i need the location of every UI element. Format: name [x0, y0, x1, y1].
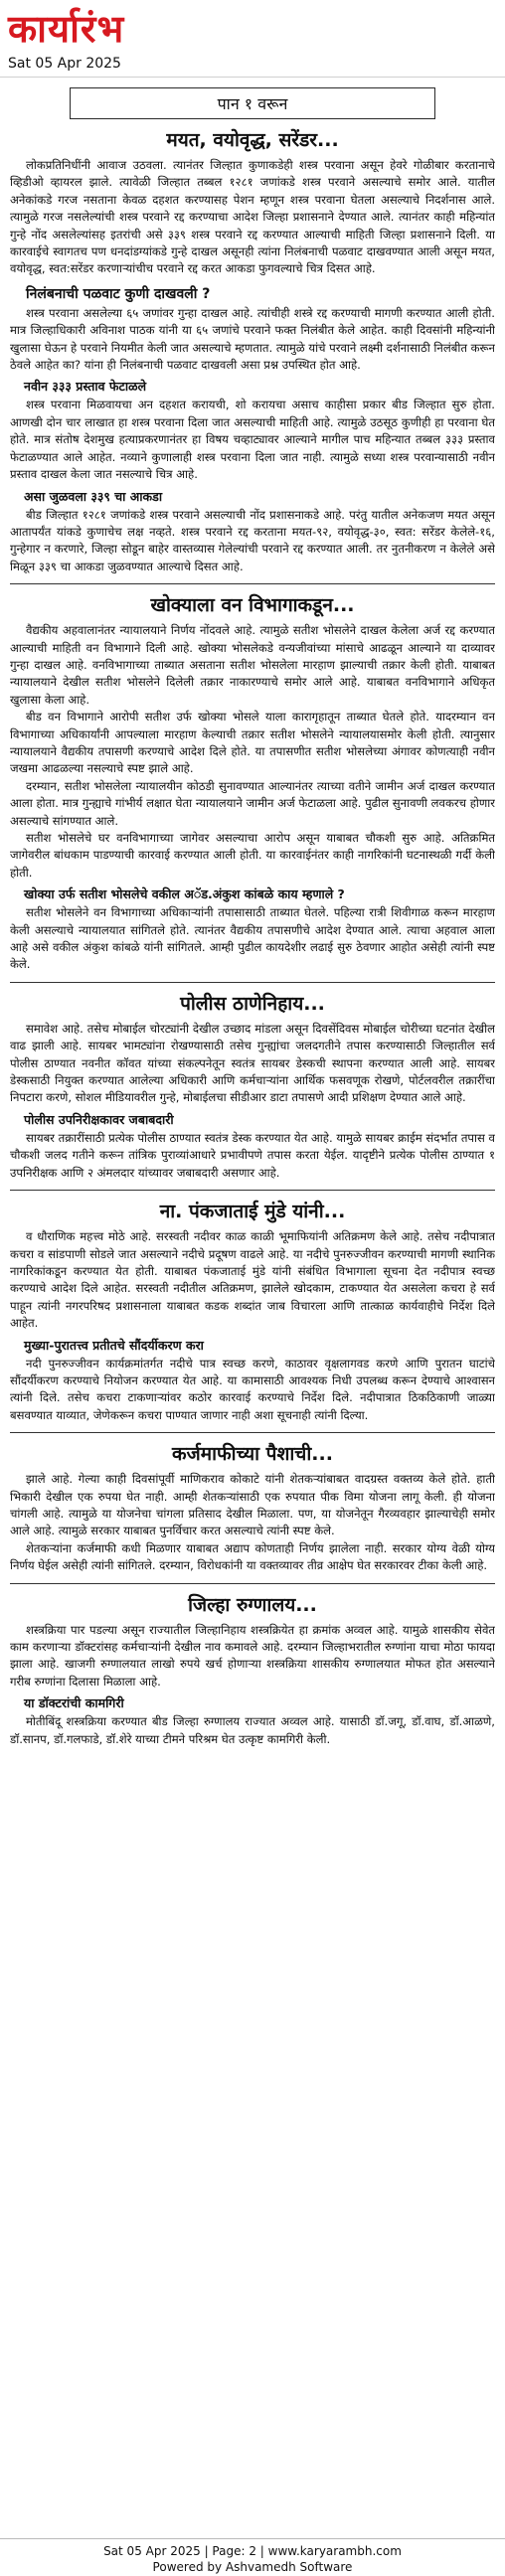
article-paragraph: मोतीबिंदू शस्त्रक्रिया करण्यात बीड जिल्हा रुग्णालय राज्यात अव्वल आहे. यासाठी डॉ.जगू, डॉ.वाघ, डॉ.आळणे, डॉ.सानप, डॉ.गलफाडे, डॉ.शेरे याच्या टीमने परिश्रम घेत उत्कृष्ट कामगिरी केली.	[10, 1714, 495, 1746]
sub-heading: असा जुळवला ३३९ चा आकडा	[24, 488, 163, 504]
article-block-2	[0, 592, 505, 974]
article-paragraph: समावेश आहे. तसेच मोबाईल चोरट्यांनी देखील उच्छाद मांडला असून दिवसेंदिवस मोबाईल चोरीच्या घटनांत देखील वाढ झाली आहे. सायबर भामट्यांना रोखण्यासाठी तसेच गुन्ह्यांचा जलदगतीने तपास करण्यासाठी जिल्हातील सर्व पोलीस ठाण्यात नवनीत कॉवत यांच्या संकल्पनेतून स्वतंत्र सायबर डेस्कची स्थापना करण्यात आली आहे. सायबर डेस्कसाठी नियुक्त करण्यात आलेल्या अधिकारी आणि कर्मचाऱ्यांना आर्थिक फसवणूक रोखणे, पोर्टलवरील तक्रारींचा निपटारा करणे, सोशल मीडियावरील गुन्हे, मोबाईलचा सीडीआर डाटा तपासणे आदी प्रशिक्षण देण्यात आले आहे.	[10, 1021, 495, 1105]
article-paragraph: शेतकऱ्यांना कर्जमाफी कधी मिळणार याबाबत अद्याप कोणताही निर्णय झालेला नाही. सरकार योग्य वेळी योग्य निर्णय घेईल असेही त्यांनी सांगितले. दरम्यान, विरोधकांनी या वक्तव्यावर तीव्र आक्षेप घेत सरकारवर टीका केली आहे.	[10, 1540, 495, 1573]
sub-heading: नवीन ३३३ प्रस्ताव फेटाळले	[24, 379, 147, 395]
brand-logo[interactable]: कार्यारंभ	[8, 7, 125, 51]
article-paragraph: सतीश भोसलेचे घर वनविभागाच्या जागेवर असल्याचा आरोप असून याबाबत चौकशी सुरु आहे. अतिक्रमित जागेवरील बांधकाम पाडण्याची कारवाई करण्यात आली होती. या कारवाईनंतर काही नागरिकांनी घटनास्थळी गर्दी केली होती.	[10, 831, 495, 880]
article-paragraph: शस्त्र परवाना मिळवायचा अन दहशत करायची, शो करायचा असाच काहीसा प्रकार बीड जिल्हात सुरु होता. आणखी दोन चार लाखात हा शस्त्र परवाना दिला जात असल्याची माहिती आहे. त्यामुळे उठसूठ कुणीही हा परवाना घेत होते. मात्र संतोष देशमुख हत्याप्रकरणानंतर हा विषय चव्हाट्यावर आल्याने मागील पाच महिन्यात तब्बल ३३३ प्रस्ताव फेटाळण्यात आले आहेत. नव्याने कुणालाही शस्त्र परवाना दिला जात नाही. त्यामुळे सध्या शस्त्र परवान्यासाठी नवीन प्रस्ताव दाखल केला जात नसल्याचे चित्र आहे.	[10, 398, 495, 482]
section-divider	[10, 1583, 495, 1584]
section-divider	[10, 583, 495, 584]
article-paragraph: दरम्यान, सतीश भोसलेला न्यायालयीन कोठडी सुनावण्यात आल्यानंतर त्याच्या वतीने जामीन अर्ज दाखल करण्यात आला होता. मात्र गुन्ह्याचे गांभीर्य लक्षात घेता न्यायालयाने जामीन अर्ज फेटाळला आहे. पुढील सुनावणी लवकरच होणार असल्याचे सांगण्यात आले.	[10, 778, 495, 828]
article-block-1	[0, 127, 505, 575]
article-heading: मयत, वयोवृद्ध, सरेंडर...	[166, 129, 339, 151]
article-paragraph: बीड वन विभागाने आरोपी सतीश उर्फ खोक्या भोसले याला कारागृहातून ताब्यात घेतले होते. यादरम्यान वन विभागाच्या अधिकार्यांनी आपल्याला मारहाण केल्याची तक्रार सतीश भोसलेने न्यायालयासमोर केली होती. त्यानुसार न्यायालयाने वैद्यकीय तपासणी करण्याचे आदेश दिले होते. या तपासणीत सतीश भोसलेच्या अंगावर कोणत्याही नवीन जखमा आढळल्या नसल्याचे स्पष्ट झाले आहे.	[10, 710, 495, 776]
sub-heading: निलंबनाची पळवाट कुणी दाखवली ?	[26, 285, 211, 302]
article-paragraph: वैद्यकीय अहवालानंतर न्यायालयाने निर्णय नोंदवले आहे. त्यामुळे सतीश भोसलेने दाखल केलेला अर्ज रद्द करण्यात आल्याची माहिती वन विभागाने दिली आहे. खोक्या भोसलेकडे वन्यजीवांच्या मांसाचे आढळून आल्याने या दाव्यावर गुन्हा दाखल आहे. वनविभागाच्या ताब्यात असताना सतीश भोसलेला मारहाण झाल्याची तक्रार केली होती. याबाबत न्यायालयाने देखील सतीश भोसलेने दिलेली तक्रार नाकारण्याचे समोर आले आहे. याबाबत वनविभागाने अधिकृत खुलासा केला आहे.	[10, 623, 495, 707]
sub-heading: पोलीस उपनिरीक्षकावर जबाबदारी	[24, 1111, 174, 1127]
article-block-6	[0, 1592, 505, 1748]
continuation-label-box	[70, 87, 435, 119]
article-paragraph: शस्त्रक्रिया पार पडल्या असून राज्यातील जिल्हानिहाय शस्त्रक्रियेत हा क्रमांक अव्वल आहे. यामुळे शासकीय सेवेत काम करणाऱ्या डॉक्टरांसह कर्मचाऱ्यांनी देखील नाव कमावले आहे. दरम्यान जिल्हाभरातील रुग्णांना याचा मोठा फायदा झाला आहे. खाजगी रुग्णालयात लाखो रुपये खर्च होणाऱ्या शस्त्रक्रिया शासकीय रुग्णालयात मोफत होत असल्याने गरीब रुग्णांना दिलासा मिळाला आहे.	[10, 1622, 495, 1689]
section-divider	[10, 1190, 495, 1191]
article-paragraph: शस्त्र परवाना असलेल्या ६५ जणांवर गुन्हा दाखल आहे. त्यांचीही शस्त्रे रद्द करण्याची मागणी करण्यात आली होती. मात्र जिल्हाधिकारी अविनाश पाठक यांनी या ६५ जणांचे परवाने फक्त निलंबीत केले आहेत. काही दिवसांनी महिन्यांनी खुलासा घेऊन हे परवाने नियमीत केली जात असल्याचे म्हणतात. त्यामुळे यांचे परवाने लक्ष्मी दर्शनासाठी निलंबीत करून ठेवले आहेत का? यांना ही निलंबनाची पळवाट दाखवली असा प्रश्न उपस्थित होत आहे.	[10, 305, 495, 373]
article-heading: जिल्हा रुग्णालय...	[188, 1593, 317, 1616]
article-paragraph: सायबर तक्रारींसाठी प्रत्येक पोलीस ठाण्यात स्वतंत्र डेस्क करण्यात येत आहे. यामुळे सायबर क्राईम संदर्भात तपास व चौकशी जलद गतीने करून तांत्रिक पुराव्यांआधारे प्रभावीपणे तपास करता येईल. यादृष्टीने प्रत्येक पोलीस ठाण्यात १ उपनिरीक्षक आणि २ अंमलदार यांच्यावर जबाबदारी असणार आहे.	[10, 1130, 495, 1180]
page-footer	[0, 2538, 505, 2576]
article-heading: ना. पंकजाताई मुंडे यांनी...	[159, 1201, 346, 1223]
edition-date: Sat 05 Apr 2025	[8, 56, 121, 72]
article-heading: पोलीस ठाणेनिहाय...	[180, 992, 325, 1015]
footer-powered-by: Powered by Ashvamedh Software	[152, 2560, 353, 2574]
article-block-3	[0, 991, 505, 1182]
article-paragraph: लोकप्रतिनिधींनी आवाज उठवला. त्यानंतर जिल्हात कुणाकडेही शस्त्र परवाना असून हेवरे गोळीबार करतानाचे व्हिडीओ व्हायरल झाले. त्यावेळी जिल्हात तब्बल १२८१ जणांकडे शस्त्र परवाने असल्याचे समोर आले. यातील अनेकांकडे गरज नसताना केवळ दहशत करण्यासह पेशन म्हणून शस्त्र परवाना घेतला असल्याचे निदर्शनास आले. त्यामुळे गरज नसलेल्यांची शस्त्र परवाने रद्द करण्याचा आदेश जिल्हा प्रशासनाने देण्यात आले. त्यानंतर काही महिन्यांत गुन्हे नोंद असलेल्यांसह इतरांची असे ३३९ शस्त्र परवाने रद्द करण्यात आल्याची माहिती जिल्हा प्रशासनाने दिली. या कारवाईचे स्वागतच पण धनदांडग्यांकडे गुन्हे दाखल असूनही त्यांना निलंबनाची पळवाट दाखवण्यात आली असून मयत, वयोवृद्ध, स्वत:सरेंडर करणाऱ्यांचीच परवाने रद्द करत आकडा फुगवल्याचे चित्र दिसत आहे.	[10, 158, 495, 276]
footer-info: Sat 05 Apr 2025 | Page: 2 | www.karyarambh.com	[103, 2544, 402, 2558]
sub-heading: मुख्या-पुरातत्त्व प्रतीतचे सौंदर्यीकरण करा	[24, 1337, 204, 1353]
article-paragraph: झाले आहे. गेल्या काही दिवसांपूर्वी माणिकराव कोकाटे यांनी शेतकऱ्यांबाबत वादग्रस्त वक्तव्य केले होते. हाती भिकारी देखील एक रुपया घेत नाही. आम्ही शेतकऱ्यांसाठी एक रुपयात पीक विमा योजना लागू केली. ही योजना चांगली आहे. त्यामुळे या योजनेचा चांगला प्रतिसाद देखील मिळाला. पण, या योजनेतून गैरव्यवहार झाल्याचेही समोर आले आहे. त्यामुळे सरकार याबाबत पुनर्विचार करत असल्याचे त्यांनी स्पष्ट केले.	[10, 1472, 495, 1538]
article-heading: खोक्याला वन विभागाकडून...	[150, 594, 355, 617]
article-paragraph: नदी पुनरुज्जीवन कार्यक्रमांतर्गत नदीचे पात्र स्वच्छ करणे, काठावर वृक्षलागवड करणे आणि पुरातन घाटांचे सौंदर्यीकरण करण्याचे नियोजन करण्यात येत आहे. या कामासाठी आवश्यक निधी उपलब्ध करून देण्याचे आश्वासन त्यांनी दिले. तसेच कचरा टाकणाऱ्यांवर कठोर कारवाई करण्याचे निर्देश दिले. नदीपात्रात ठिकठिकाणी जाळ्या बसवण्यात याव्यात, जेणेकरून कचरा पाण्यात जाणार नाही अशा सूचनाही त्यांनी दिल्या.	[10, 1356, 495, 1422]
article-heading: कर्जमाफीच्या पैशाची...	[172, 1443, 333, 1466]
article-paragraph: सतीश भोसलेने वन विभागाच्या अधिकाऱ्यांनी तपासासाठी ताब्यात घेतले. पहिल्या रात्री शिवीगाळ करून मारहाण केली असल्याचे न्यायालयात सांगितले होते. त्यानंतर वैद्यकीय तपासणीचे आदेश देण्यात आले. त्याचा अहवाल आला आहे असे वकील अंकुश कांबळे यांनी सांगितले. आम्ही पुढील कायदेशीर लढाई सुरु ठेवणार आहोत असेही त्यांनी स्पष्ट केले.	[10, 905, 495, 972]
top-bar	[0, 0, 505, 78]
continuation-label: पान १ वरून	[217, 94, 288, 113]
sub-heading: खोक्या उर्फ सतीश भोसलेचे वकील अॅड.अंकुश कांबळे काय म्हणाले ?	[24, 886, 345, 902]
article-paragraph: व धौराणिक महत्त्व मोठे आहे. सरस्वती नदीवर काळ काळी भूमाफियांनी अतिक्रमण केले आहे. तसेच नदीपात्रात कचरा व सांडपाणी सोडले जात असल्याने नदीचे प्रदूषण वाढले आहे. या नदीचे पुनरुज्जीवन करण्याची मागणी स्थानिक नागरिकांकडून करण्यात येत होती. याबाबत पंकजाताई मुंडे यांनी संबंधित विभागाला सूचना देत नदीपात्र स्वच्छ करण्याचे आदेश दिले आहेत. सरस्वती नदीतील अतिक्रमण, झालेले खोदकाम, टाकण्यात येत असलेला कचरा हे सर्व पाहून त्यांनी नगरपरिषद प्रशासनाला याबाबत कडक शब्दांत जाब विचारला आणि तात्काळ कार्यवाहीचे निर्देश दिले आहेत.	[10, 1229, 495, 1331]
article-block-5	[0, 1441, 505, 1574]
article-block-4	[0, 1199, 505, 1424]
section-divider	[10, 1432, 495, 1433]
sub-heading: या डॉक्टरांची कामगिरी	[24, 1695, 124, 1711]
article-paragraph: बीड जिल्हात १२८१ जणांकडे शस्त्र परवाने असल्याची नोंद प्रशासनाकडे आहे. परंतु यातील अनेकजण मयत असून आतापर्यंत यांकडे कुणाचेच लक्ष नव्हते. शस्त्र परवाने रद्द करताना मयत-९२, वयोवृद्ध-३०, स्वत: सरेंडर केलेले-१६, गुन्हेगार न करणारे, जिल्हा सोडून बाहेर वास्तव्यास गेलेल्यांची परवाने रद्द करण्यात आली. तर नुतनीकरण न केलेले असे मिळून ३३९ चा आकडा जुळवण्यात आल्याचे दिसत आहे.	[10, 507, 495, 573]
section-divider	[10, 982, 495, 983]
